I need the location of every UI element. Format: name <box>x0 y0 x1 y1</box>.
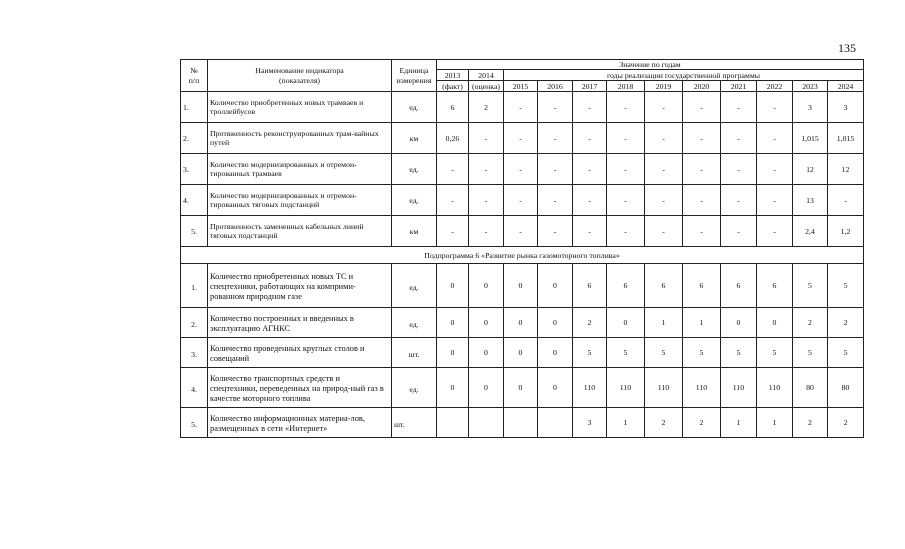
value-cell: 0 <box>538 264 573 308</box>
value-cell: 6 <box>437 92 469 123</box>
value-cell: 0 <box>757 308 793 338</box>
header-row-1 <box>181 60 864 70</box>
indicator-name: Количество модернизированных и отремон-тированных тяговых подстанций <box>208 185 392 216</box>
indicator-name: Количество приобретенных новых трамваев и троллейбусов <box>208 92 392 123</box>
unit-cell: шт. <box>392 338 437 368</box>
value-cell: 2 <box>573 308 607 338</box>
unit-cell: ед. <box>392 154 437 185</box>
value-cell <box>538 408 573 438</box>
value-cell <box>437 408 469 438</box>
header-note-2013: (факт) <box>437 81 469 92</box>
value-cell: 80 <box>793 368 828 408</box>
value-cell: - <box>538 123 573 154</box>
value-cell: 12 <box>793 154 828 185</box>
value-cell: - <box>683 185 721 216</box>
value-cell: 1 <box>607 408 645 438</box>
value-cell <box>504 408 538 438</box>
value-cell: - <box>504 185 538 216</box>
header-year: 2020 <box>683 81 721 92</box>
value-cell: 6 <box>683 264 721 308</box>
indicator-name: Протяженность реконструированных трам-вайных путей <box>208 123 392 154</box>
table-row <box>181 408 864 438</box>
value-cell: 0 <box>469 308 504 338</box>
value-cell: - <box>437 185 469 216</box>
value-cell: 5 <box>645 338 683 368</box>
value-cell: 5 <box>721 338 757 368</box>
value-cell: - <box>757 185 793 216</box>
unit-cell: км <box>392 216 437 247</box>
value-cell: - <box>607 123 645 154</box>
value-cell: - <box>573 92 607 123</box>
row-number: 1. <box>181 92 208 123</box>
value-cell: 2 <box>469 92 504 123</box>
value-cell: - <box>538 185 573 216</box>
value-cell: - <box>573 154 607 185</box>
value-cell: - <box>683 216 721 247</box>
header-year-2013: 2013 <box>437 70 469 81</box>
value-cell: - <box>607 154 645 185</box>
header-year: 2015 <box>504 81 538 92</box>
value-cell: 5 <box>793 264 828 308</box>
value-cell: - <box>757 216 793 247</box>
value-cell: 1,015 <box>828 123 864 154</box>
value-cell: - <box>757 154 793 185</box>
value-cell: 1,2 <box>828 216 864 247</box>
row-number: 2. <box>181 123 208 154</box>
value-cell <box>469 408 504 438</box>
value-cell: 2 <box>683 408 721 438</box>
row-number: 4. <box>181 368 208 408</box>
value-cell: - <box>757 92 793 123</box>
value-cell: 0 <box>538 368 573 408</box>
subprogram-title: Подпрограмма 6 «Развитие рынка газомоторного топлива» <box>181 247 864 264</box>
value-cell: 5 <box>828 264 864 308</box>
value-cell: 0 <box>607 308 645 338</box>
value-cell: - <box>469 123 504 154</box>
value-cell: 5 <box>828 338 864 368</box>
row-number: 5. <box>181 216 208 247</box>
value-cell: 5 <box>573 338 607 368</box>
value-cell: - <box>504 154 538 185</box>
page-number: 135 <box>838 41 856 55</box>
value-cell: - <box>683 92 721 123</box>
value-cell: 2 <box>828 308 864 338</box>
value-cell: 0 <box>538 338 573 368</box>
value-cell: 6 <box>757 264 793 308</box>
subprogram-row <box>181 247 864 264</box>
value-cell: 0 <box>504 368 538 408</box>
value-cell: 1 <box>683 308 721 338</box>
header-values-title: Значение по годам <box>437 60 864 70</box>
value-cell: - <box>437 216 469 247</box>
value-cell: 2 <box>645 408 683 438</box>
value-cell: - <box>645 216 683 247</box>
value-cell: - <box>469 216 504 247</box>
table-row <box>181 185 864 216</box>
value-cell: - <box>645 185 683 216</box>
value-cell: 5 <box>757 338 793 368</box>
header-year: 2019 <box>645 81 683 92</box>
value-cell: 0 <box>469 368 504 408</box>
value-cell: 3 <box>793 92 828 123</box>
unit-cell: ед. <box>392 185 437 216</box>
row-number: 1. <box>181 264 208 308</box>
value-cell: - <box>721 185 757 216</box>
header-unit: Единица измерения <box>392 60 437 92</box>
unit-cell: км <box>392 123 437 154</box>
unit-cell: ед. <box>392 264 437 308</box>
value-cell: 80 <box>828 368 864 408</box>
indicator-name: Количество транспортных средств и спецтехники, переведенных на природ-ный газ в качестве моторного топлива <box>208 368 392 408</box>
value-cell: - <box>757 123 793 154</box>
value-cell: - <box>469 154 504 185</box>
indicator-name: Количество проведенных круглых столов и совещаний <box>208 338 392 368</box>
value-cell: 6 <box>721 264 757 308</box>
header-num: № п/п <box>181 60 208 92</box>
indicator-name: Протяженность замененных кабельных линий тяговых подстанций <box>208 216 392 247</box>
value-cell: 0 <box>469 264 504 308</box>
value-cell: 1,015 <box>793 123 828 154</box>
value-cell: 0 <box>437 338 469 368</box>
value-cell: 1 <box>757 408 793 438</box>
value-cell: - <box>683 123 721 154</box>
value-cell: 110 <box>607 368 645 408</box>
value-cell: 6 <box>645 264 683 308</box>
value-cell: 2,4 <box>793 216 828 247</box>
unit-cell: ед. <box>392 368 437 408</box>
value-cell: - <box>573 185 607 216</box>
value-cell: - <box>607 185 645 216</box>
value-cell: 0 <box>437 368 469 408</box>
header-year: 2018 <box>607 81 645 92</box>
value-cell: - <box>721 92 757 123</box>
value-cell: - <box>683 154 721 185</box>
header-year-2014: 2014 <box>469 70 504 81</box>
value-cell: 0 <box>504 264 538 308</box>
table-row <box>181 264 864 308</box>
row-number: 5. <box>181 408 208 438</box>
unit-cell: ед. <box>392 308 437 338</box>
indicator-name: Количество информационных материа-лов, размещенных в сети «Интернет» <box>208 408 392 438</box>
value-cell: 0 <box>504 338 538 368</box>
table-row <box>181 368 864 408</box>
value-cell: 1 <box>721 408 757 438</box>
value-cell: - <box>573 123 607 154</box>
value-cell: 2 <box>793 408 828 438</box>
header-year: 2024 <box>828 81 864 92</box>
value-cell: - <box>538 92 573 123</box>
value-cell: - <box>607 92 645 123</box>
row-number: 3. <box>181 338 208 368</box>
value-cell: - <box>538 154 573 185</box>
value-cell: 2 <box>828 408 864 438</box>
value-cell: 5 <box>793 338 828 368</box>
value-cell: 3 <box>573 408 607 438</box>
value-cell: 110 <box>721 368 757 408</box>
value-cell: 0 <box>437 264 469 308</box>
value-cell: 0 <box>721 308 757 338</box>
value-cell: 2 <box>793 308 828 338</box>
value-cell: - <box>721 154 757 185</box>
row-number: 4. <box>181 185 208 216</box>
value-cell: 12 <box>828 154 864 185</box>
value-cell: 0 <box>469 338 504 368</box>
value-cell: - <box>469 185 504 216</box>
unit-cell: шт. <box>392 408 437 438</box>
value-cell: 110 <box>573 368 607 408</box>
indicator-name: Количество модернизированных и отремон-тированных трамваев <box>208 154 392 185</box>
indicator-name: Количество приобретенных новых ТС и спецтехники, работающих на комприми-рованном природном газе <box>208 264 392 308</box>
header-note-2014: (оценка) <box>469 81 504 92</box>
value-cell: 5 <box>683 338 721 368</box>
value-cell: 0,26 <box>437 123 469 154</box>
table-row <box>181 92 864 123</box>
indicators-table <box>180 59 864 438</box>
value-cell: - <box>645 154 683 185</box>
value-cell: - <box>645 123 683 154</box>
value-cell: 1 <box>645 308 683 338</box>
value-cell: - <box>645 92 683 123</box>
value-cell: - <box>721 123 757 154</box>
value-cell: - <box>504 92 538 123</box>
table-row <box>181 216 864 247</box>
table-row <box>181 338 864 368</box>
table-row <box>181 154 864 185</box>
header-program-years: годы реализации государственной программы <box>504 70 864 81</box>
value-cell: 13 <box>793 185 828 216</box>
value-cell: - <box>607 216 645 247</box>
row-number: 3. <box>181 154 208 185</box>
header-year: 2022 <box>757 81 793 92</box>
value-cell: - <box>504 123 538 154</box>
indicator-name: Количество построенных и введенных в эксплуатацию АГНКС <box>208 308 392 338</box>
value-cell: - <box>437 154 469 185</box>
value-cell: 0 <box>538 308 573 338</box>
table-row <box>181 308 864 338</box>
value-cell: 5 <box>607 338 645 368</box>
value-cell: 110 <box>683 368 721 408</box>
table-row <box>181 123 864 154</box>
value-cell: 6 <box>573 264 607 308</box>
value-cell: 3 <box>828 92 864 123</box>
value-cell: - <box>828 185 864 216</box>
value-cell: - <box>504 216 538 247</box>
value-cell: 0 <box>437 308 469 338</box>
header-year: 2017 <box>573 81 607 92</box>
value-cell: 0 <box>504 308 538 338</box>
unit-cell: ед. <box>392 92 437 123</box>
value-cell: - <box>721 216 757 247</box>
header-name: Наименование индикатора (показателя) <box>208 60 392 92</box>
value-cell: 110 <box>757 368 793 408</box>
value-cell: 6 <box>607 264 645 308</box>
header-year: 2016 <box>538 81 573 92</box>
header-year: 2023 <box>793 81 828 92</box>
row-number: 2. <box>181 308 208 338</box>
value-cell: - <box>538 216 573 247</box>
value-cell: - <box>573 216 607 247</box>
header-year: 2021 <box>721 81 757 92</box>
value-cell: 110 <box>645 368 683 408</box>
